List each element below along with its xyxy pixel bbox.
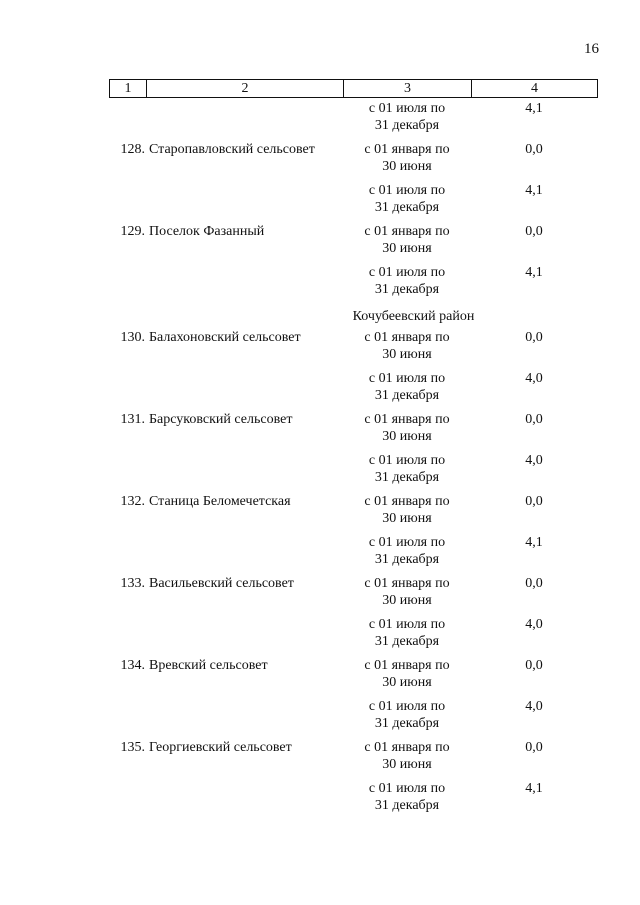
- period-line: с 01 июля по: [368, 101, 446, 116]
- period-cell: [343, 411, 471, 452]
- period-line: 31 декабря: [374, 388, 440, 403]
- header-col-4: 4: [471, 80, 597, 97]
- period-line: с 01 июля по: [368, 265, 446, 280]
- row-number: [109, 698, 149, 739]
- value-cell: 4,1: [525, 101, 543, 116]
- table-row: [109, 698, 598, 739]
- table-header: [109, 79, 598, 98]
- period-cell: [343, 575, 471, 616]
- period-line: 30 июня: [382, 593, 432, 608]
- table-row: [109, 182, 598, 223]
- value-cell: 0,0: [525, 494, 543, 509]
- table-row: [109, 616, 598, 657]
- row-number: 128.: [120, 142, 145, 157]
- period-line: с 01 января по: [364, 224, 450, 239]
- table-row: [109, 329, 598, 370]
- header-col-2: 2: [146, 80, 343, 97]
- municipality-name: Балахоновский сельсовет: [149, 330, 301, 345]
- table-row: [109, 493, 598, 534]
- value-cell: 4,1: [525, 535, 543, 550]
- value-cell: 0,0: [525, 576, 543, 591]
- municipality-name: Барсуковский сельсовет: [149, 412, 293, 427]
- row-number: 134.: [120, 658, 145, 673]
- row-number: 135.: [120, 740, 145, 755]
- value-cell: 4,1: [525, 183, 543, 198]
- period-line: с 01 июля по: [368, 183, 446, 198]
- period-line: с 01 января по: [364, 658, 450, 673]
- period-cell: [343, 493, 471, 534]
- row-number: 132.: [120, 494, 145, 509]
- row-number: [109, 616, 149, 657]
- row-number: 133.: [120, 576, 145, 591]
- row-number: [109, 264, 149, 305]
- period-cell: [343, 616, 471, 657]
- value-cell: 0,0: [525, 330, 543, 345]
- municipality-name: [149, 264, 343, 305]
- period-line: 30 июня: [382, 757, 432, 772]
- period-line: 31 декабря: [374, 470, 440, 485]
- period-line: 31 декабря: [374, 118, 440, 133]
- value-cell: 4,1: [525, 781, 543, 796]
- period-line: с 01 июля по: [368, 699, 446, 714]
- period-line: с 01 июля по: [368, 453, 446, 468]
- table-row: [109, 780, 598, 821]
- period-cell: [343, 657, 471, 698]
- period-line: с 01 января по: [364, 576, 450, 591]
- period-line: с 01 июля по: [368, 781, 446, 796]
- period-line: с 01 июля по: [368, 371, 446, 386]
- row-number: [109, 370, 149, 411]
- period-line: 31 декабря: [374, 200, 440, 215]
- municipality-name: Станица Беломечетская: [149, 494, 291, 509]
- row-number: 130.: [120, 330, 145, 345]
- period-cell: [343, 100, 471, 141]
- period-line: 30 июня: [382, 241, 432, 256]
- header-col-3: 3: [343, 80, 471, 97]
- value-cell: 4,0: [525, 453, 543, 468]
- period-line: 30 июня: [382, 347, 432, 362]
- value-cell: 4,1: [525, 265, 543, 280]
- period-line: с 01 января по: [364, 494, 450, 509]
- value-cell: 0,0: [525, 142, 543, 157]
- period-line: с 01 января по: [364, 740, 450, 755]
- period-cell: [343, 223, 471, 264]
- header-col-1: 1: [124, 81, 132, 96]
- period-line: с 01 января по: [364, 412, 450, 427]
- row-number: [109, 534, 149, 575]
- period-line: 31 декабря: [374, 634, 440, 649]
- municipality-name: Георгиевский сельсовет: [149, 740, 292, 755]
- table-row: [109, 100, 598, 141]
- table-body: [109, 100, 598, 821]
- period-line: с 01 января по: [364, 330, 450, 345]
- period-line: с 01 июля по: [368, 617, 446, 632]
- municipality-name: [149, 616, 343, 657]
- row-number: [109, 100, 149, 141]
- municipality-name: [149, 698, 343, 739]
- period-cell: [343, 698, 471, 739]
- section-heading: Кочубеевский район: [352, 309, 475, 324]
- period-cell: [343, 739, 471, 780]
- period-line: 30 июня: [382, 675, 432, 690]
- period-cell: [343, 141, 471, 182]
- period-cell: [343, 780, 471, 821]
- period-cell: [343, 182, 471, 223]
- period-line: 30 июня: [382, 429, 432, 444]
- period-cell: [343, 329, 471, 370]
- table-row: [109, 657, 598, 698]
- page-number: 16: [584, 41, 599, 57]
- row-number: [109, 452, 149, 493]
- row-number: [109, 182, 149, 223]
- municipality-name: Поселок Фазанный: [149, 224, 265, 239]
- value-cell: 4,0: [525, 617, 543, 632]
- period-line: 31 декабря: [374, 798, 440, 813]
- value-cell: 0,0: [525, 412, 543, 427]
- municipality-name: Старопавловский сельсовет: [149, 142, 315, 157]
- table-row: [109, 370, 598, 411]
- value-cell: 4,0: [525, 371, 543, 386]
- row-number: 131.: [120, 412, 145, 427]
- row-number: [109, 780, 149, 821]
- municipality-name: Васильевский сельсовет: [149, 576, 294, 591]
- municipality-name: Вревский сельсовет: [149, 658, 268, 673]
- period-line: 31 декабря: [374, 716, 440, 731]
- period-cell: [343, 264, 471, 305]
- period-line: с 01 июля по: [368, 535, 446, 550]
- table-row: [109, 264, 598, 305]
- table-row: [109, 534, 598, 575]
- period-line: 31 декабря: [374, 552, 440, 567]
- period-line: 30 июня: [382, 511, 432, 526]
- municipality-name: [149, 534, 343, 575]
- value-cell: 4,0: [525, 699, 543, 714]
- table-row: [109, 739, 598, 780]
- table-row: [109, 223, 598, 264]
- municipality-name: [149, 780, 343, 821]
- value-cell: 0,0: [525, 658, 543, 673]
- table-row: [109, 411, 598, 452]
- period-line: 31 декабря: [374, 282, 440, 297]
- period-cell: [343, 452, 471, 493]
- period-cell: [343, 534, 471, 575]
- municipality-name: [149, 452, 343, 493]
- period-line: 30 июня: [382, 159, 432, 174]
- municipality-name: [149, 370, 343, 411]
- value-cell: 0,0: [525, 740, 543, 755]
- table-row: [109, 141, 598, 182]
- row-number: 129.: [120, 224, 145, 239]
- municipality-name: [149, 100, 343, 141]
- value-cell: 0,0: [525, 224, 543, 239]
- period-line: с 01 января по: [364, 142, 450, 157]
- table-row: [109, 575, 598, 616]
- municipality-name: [149, 182, 343, 223]
- period-cell: [343, 370, 471, 411]
- table-row: [109, 452, 598, 493]
